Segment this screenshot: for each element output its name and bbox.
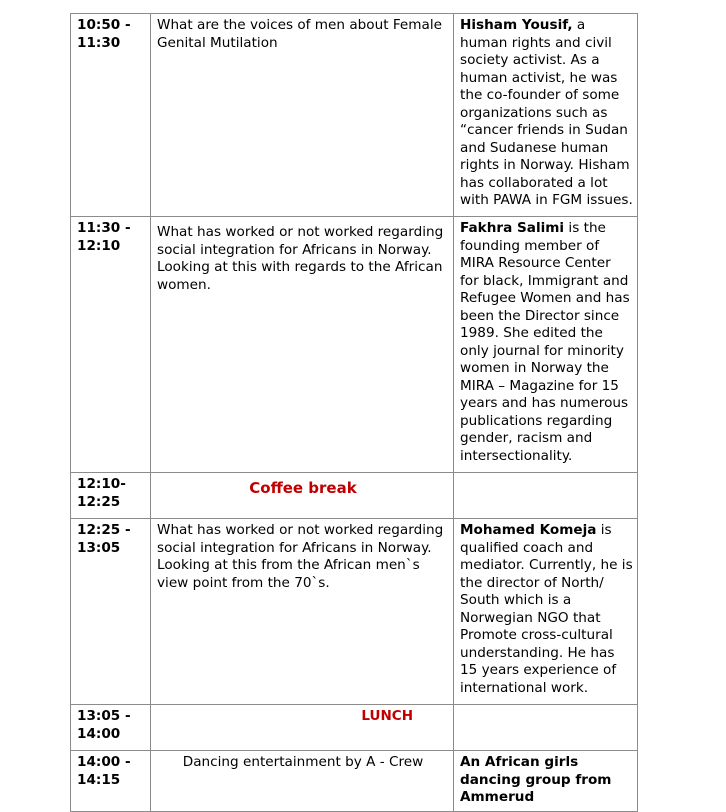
- speaker-cell: [454, 751, 638, 812]
- time-cell: [71, 14, 151, 217]
- speaker-bio: is the founding member of MIRA Resource Center for black, Immigrant and Refugee Women and has been the Director since 1989. She edited the only journal for minority women in Norway the MIRA – Magazine for 15 years and has numerous publications regarding gender, racism and intersectionality.: [460, 220, 630, 464]
- table-row: [71, 751, 638, 812]
- speaker-bio: a human rights and civil society activist. As a human activist, he was the co-founder of some organizations such as “cancer friends in Sudan and Sudanese human rights in Norway. Hisham has collaborated a lot with PAWA in FGM issues.: [460, 17, 633, 208]
- topic-text: Dancing entertainment by A - Crew: [182, 754, 424, 770]
- time-text: 13:05 - 14:00: [77, 708, 131, 742]
- time-cell: [71, 473, 151, 519]
- lunch-label: LUNCH: [361, 708, 413, 724]
- time-text: 12:25 - 13:05: [77, 522, 131, 556]
- table-row: [71, 14, 638, 217]
- agenda-table: [70, 13, 638, 812]
- speaker-cell: [454, 14, 638, 217]
- topic-cell: [151, 217, 454, 473]
- topic-cell: [151, 14, 454, 217]
- topic-cell: [151, 705, 454, 751]
- topic-cell: [151, 473, 454, 519]
- speaker-cell: [454, 217, 638, 473]
- time-cell: [71, 705, 151, 751]
- speaker-name: An African girls dancing group from Ammerud: [460, 754, 612, 805]
- time-cell: [71, 217, 151, 473]
- speaker-name: Fakhra Salimi: [460, 220, 565, 236]
- table-row: [71, 217, 638, 473]
- time-text: 14:00 - 14:15: [77, 754, 131, 788]
- topic-text: What has worked or not worked regarding social integration for Africans in Norway. Looking at this from the African men`s view point from the 70`s.: [157, 522, 444, 591]
- topic-cell: [151, 519, 454, 705]
- speaker-cell: [454, 705, 638, 751]
- time-text: 10:50 - 11:30: [77, 17, 131, 51]
- speaker-name: Mohamed Komeja: [460, 522, 597, 538]
- time-text: 11:30 - 12:10: [77, 220, 131, 254]
- speaker-cell: [454, 519, 638, 705]
- speaker-bio: is qualified coach and mediator. Currently, he is the director of North/ South which is a Norwegian NGO that Promote cross-cultural understanding. He has 15 years experience of international work.: [460, 522, 633, 696]
- coffee-break-label: Coffee break: [249, 479, 357, 497]
- table-row: [71, 705, 638, 751]
- topic-text: What has worked or not worked regarding social integration for Africans in Norway. Looking at this with regards to the African women.: [157, 224, 444, 293]
- topic-text: What are the voices of men about Female Genital Mutilation: [157, 17, 443, 51]
- time-cell: [71, 751, 151, 812]
- time-text: 12:10- 12:25: [77, 476, 126, 510]
- topic-cell: [151, 751, 454, 812]
- speaker-name: Hisham Yousif,: [460, 17, 573, 33]
- table-row: [71, 519, 638, 705]
- table-row: [71, 473, 638, 519]
- time-cell: [71, 519, 151, 705]
- speaker-cell: [454, 473, 638, 519]
